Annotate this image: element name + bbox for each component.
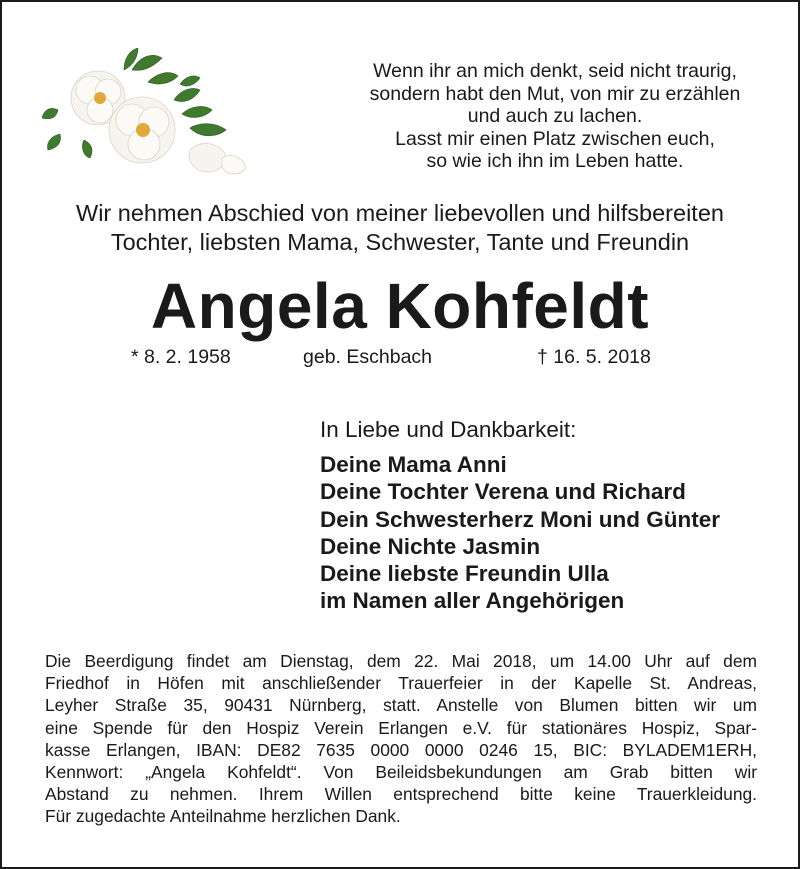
mourner-line: Deine Mama Anni — [320, 452, 507, 477]
rose-right — [109, 97, 175, 163]
intro-line: Tochter, liebsten Mama, Schwester, Tante und Freundin — [110, 229, 690, 255]
poem-line: und auch zu lachen. — [467, 105, 643, 127]
poem-line: sondern habt den Mut, von mir zu erzählen — [369, 82, 741, 105]
farewell-intro — [0, 199, 800, 257]
mourner-line: Deine Tochter Verena und Richard — [320, 479, 686, 505]
mourner-line: Dein Schwesterherz Moni und Günter — [320, 506, 721, 532]
funeral-details — [45, 650, 757, 828]
details-line: kasse Erlangen, IBAN: DE82 7635 0000 0000 0246 15, BIC: BYLADEM1ERH, — [45, 739, 757, 760]
white-roses-illustration — [40, 48, 250, 183]
details-line: Leyher Straße 35, 90431 Nürnberg, statt. Anstelle von Blumen bitten wir um — [45, 695, 757, 716]
poem-line: so wie ich ihn im Leben hatte. — [426, 150, 684, 172]
leaf — [182, 107, 212, 118]
details-line: eine Spende für den Hospiz Verein Erlangen e.V. für stationäres Hospiz, Spar- — [45, 717, 757, 738]
memorial-poem — [330, 60, 780, 173]
birth-date: * 8. 2. 1958 — [131, 346, 231, 368]
mourners-list — [320, 451, 720, 615]
leaf — [132, 55, 162, 70]
poem-line: Wenn ihr an mich denkt, seid nicht traurig, — [373, 60, 737, 82]
signoff-phrase: In Liebe und Dankbarkeit: — [320, 417, 577, 442]
leaf — [190, 124, 226, 136]
death-date: † 16. 5. 2018 — [537, 346, 651, 368]
leaf — [82, 140, 92, 158]
details-line: Für zugedachte Anteilnahme herzlichen Dank. — [45, 806, 401, 827]
deceased-name: Angela Kohfeldt — [150, 270, 650, 342]
details-line: Friedhof in Höfen mit anschließender Trauerfeier in der Kapelle St. Andreas, — [45, 673, 757, 694]
leaf — [42, 108, 58, 118]
leaf — [148, 73, 178, 84]
details-line: Abstand zu nehmen. Ihrem Willen entsprechend bitte keine Trauerkleidung. — [45, 784, 757, 805]
mourner-line: Deine Nichte Jasmin — [320, 533, 541, 559]
details-line: Die Beerdigung findet am Dienstag, dem 22. Mai 2018, um 14.00 Uhr auf dem — [45, 651, 757, 671]
leaf — [174, 88, 200, 101]
maiden-name: geb. Eschbach — [303, 346, 433, 368]
leaf — [180, 76, 200, 86]
leaf — [48, 134, 61, 150]
intro-line: Wir nehmen Abschied von meiner liebevollen und hilfsbereiten — [76, 200, 724, 226]
details-line: Kennwort: „Angela Kohfeldt“. Von Beileidsbekundungen am Grab bitten wir — [45, 762, 757, 783]
rose-bud — [189, 143, 246, 174]
poem-line: Lasst mir einen Platz zwischen euch, — [395, 127, 715, 150]
mourner-line: Deine liebste Freundin Ulla — [320, 561, 609, 587]
mourner-line: im Namen aller Angehörigen — [320, 588, 625, 614]
